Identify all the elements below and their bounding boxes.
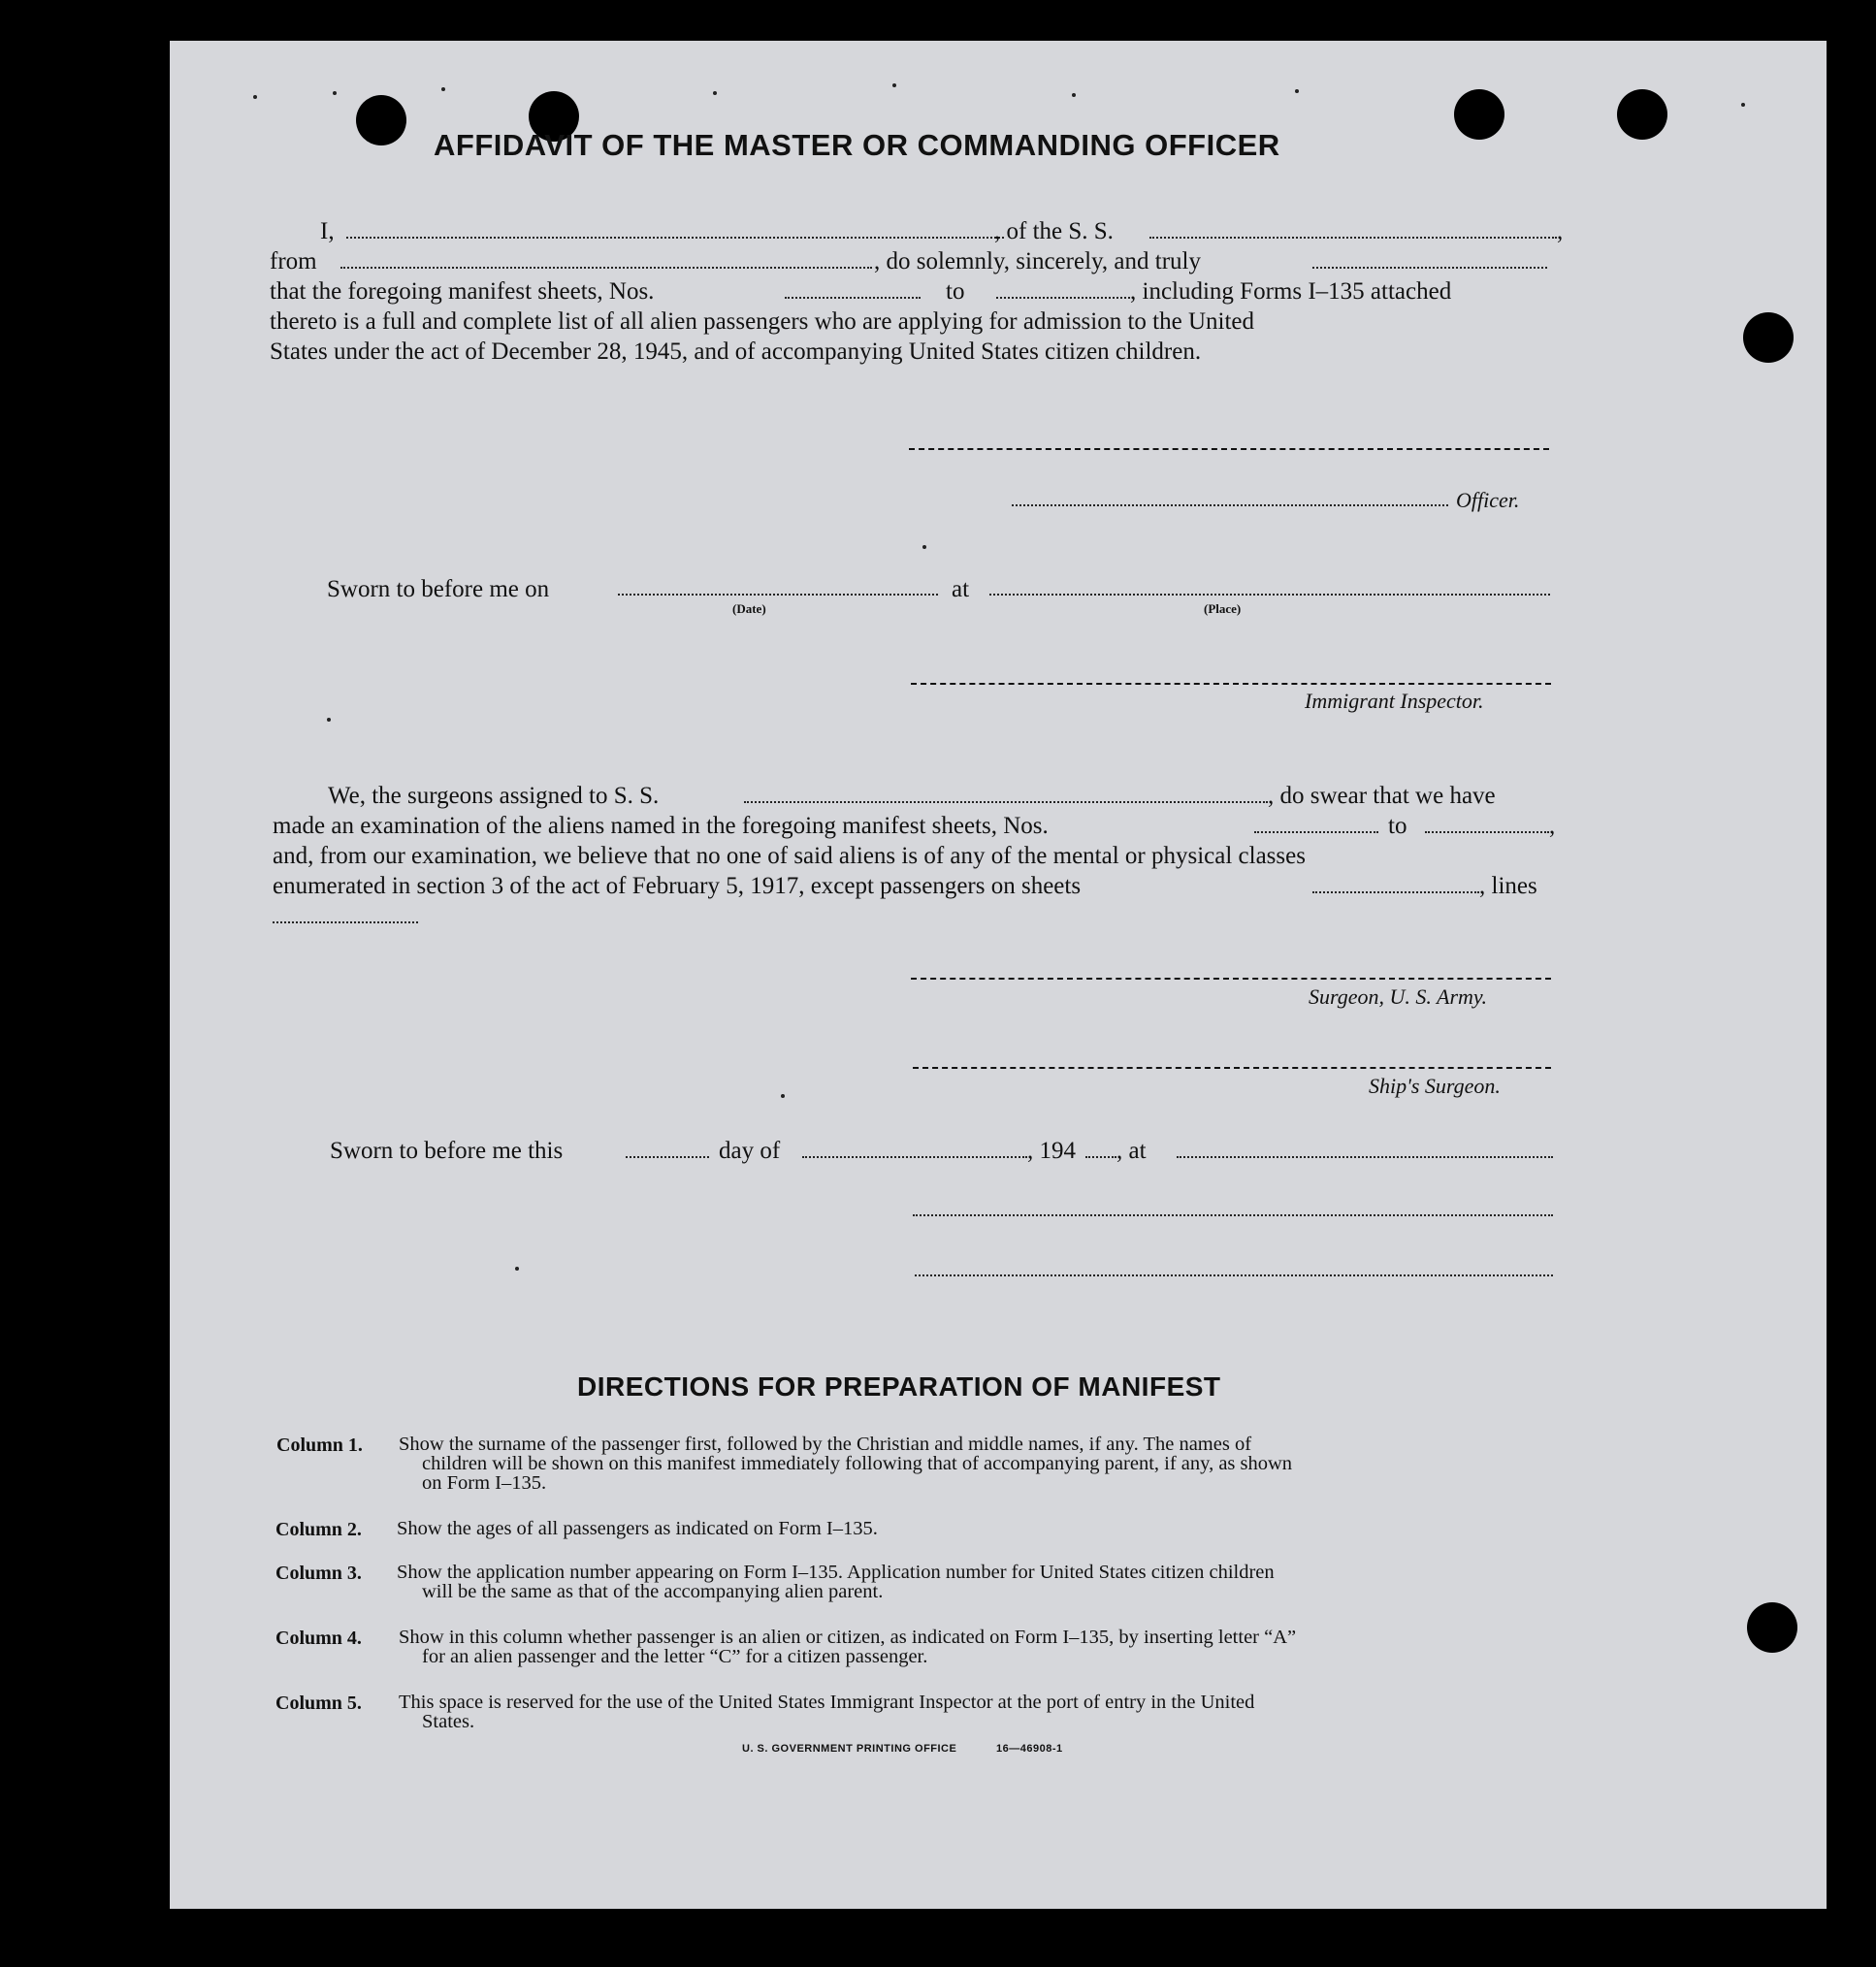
column-1-text: on Form I–135. xyxy=(422,1472,547,1494)
oath-field[interactable] xyxy=(1312,267,1547,269)
sworn-date-field[interactable] xyxy=(618,594,938,596)
surgeons-line4-text: , lines xyxy=(1479,873,1537,899)
army-surgeon-caption: Surgeon, U. S. Army. xyxy=(1309,984,1487,1009)
affidavit-line2-text: from xyxy=(270,248,317,274)
army-surgeon-signature-line[interactable] xyxy=(911,978,1551,980)
day-of-label: day of xyxy=(719,1138,781,1164)
punch-hole xyxy=(1743,312,1794,363)
ship-surgeon-caption: Ship's Surgeon. xyxy=(1369,1074,1501,1098)
speck xyxy=(327,718,331,722)
place-caption: (Place) xyxy=(1204,601,1242,616)
except-lines-field[interactable] xyxy=(273,921,418,923)
column-4-text: Show in this column whether passenger is an alien or citizen, as indicated on Form I–135, by inserting letter “A” xyxy=(399,1627,1297,1648)
column-5-text: States. xyxy=(422,1711,475,1732)
column-1-label: Column 1. xyxy=(276,1435,363,1456)
exam-sheet-to-field[interactable] xyxy=(1425,831,1549,833)
printer-imprint: U. S. GOVERNMENT PRINTING OFFICE xyxy=(742,1743,957,1755)
column-2-label: Column 2. xyxy=(275,1519,362,1540)
affidavit-line1-text: I, xyxy=(320,218,335,244)
speck xyxy=(892,83,896,87)
column-5-text: This space is reserved for the use of the United States Immigrant Inspector at the port of entry in the United xyxy=(399,1692,1255,1713)
officer-name-line[interactable] xyxy=(1012,504,1448,506)
speck xyxy=(515,1267,519,1271)
speck xyxy=(1295,89,1299,93)
year-label: , 194 xyxy=(1027,1138,1076,1164)
sworn-month-field[interactable] xyxy=(802,1156,1027,1158)
affidavit-line1-text: , of the S. S. xyxy=(994,218,1114,244)
sworn-at2-label: , at xyxy=(1116,1138,1147,1164)
column-4-label: Column 4. xyxy=(275,1628,362,1649)
punch-hole xyxy=(1617,89,1667,140)
surgeons-line2-text: to xyxy=(1388,813,1407,839)
speck xyxy=(1741,103,1745,107)
punch-hole xyxy=(356,95,406,145)
speck xyxy=(253,95,257,99)
surgeons-line3-text: and, from our examination, we believe that no one of said aliens is of any of the mental or physical classes xyxy=(273,843,1306,869)
official-title-line[interactable] xyxy=(915,1274,1553,1276)
surgeons-line4-text: enumerated in section 3 of the act of February 5, 1917, except passengers on sheets xyxy=(273,873,1082,899)
form-code: 16—46908-1 xyxy=(996,1743,1063,1755)
sheet-to-field[interactable] xyxy=(996,297,1130,299)
column-3-label: Column 3. xyxy=(275,1563,362,1584)
exam-sheet-from-field[interactable] xyxy=(1254,831,1378,833)
punch-hole xyxy=(1747,1602,1797,1653)
affidavit-line3-text: that the foregoing manifest sheets, Nos. xyxy=(270,278,655,305)
affidavit-line3-text: , including Forms I–135 attached xyxy=(1130,278,1452,305)
sworn-on-label: Sworn to before me on xyxy=(327,576,550,602)
surgeon-ship-field[interactable] xyxy=(744,801,1268,803)
sheet-from-field[interactable] xyxy=(785,297,921,299)
column-1-text: children will be shown on this manifest immediately following that of accompanying parent, if any, as shown xyxy=(422,1453,1293,1474)
sworn-at-label: at xyxy=(952,576,970,602)
column-1-text: Show the surname of the passenger first, followed by the Christian and middle names, if any. The names of xyxy=(399,1434,1252,1455)
speck xyxy=(1072,93,1076,97)
master-name-field[interactable] xyxy=(346,237,1004,239)
column-5-label: Column 5. xyxy=(275,1693,362,1714)
directions-title: DIRECTIONS FOR PREPARATION OF MANIFEST xyxy=(577,1371,1221,1402)
port-from-field[interactable] xyxy=(340,267,872,269)
sworn-day-field[interactable] xyxy=(626,1156,709,1158)
officer-caption: Officer. xyxy=(1456,488,1520,512)
sworn-place-field[interactable] xyxy=(989,594,1550,596)
ship-name-field[interactable] xyxy=(1149,237,1557,239)
sworn-place2-field[interactable] xyxy=(1177,1156,1553,1158)
affidavit-title: AFFIDAVIT OF THE MASTER OR COMMANDING OFFICER xyxy=(434,128,1280,162)
sworn-this-label: Sworn to before me this xyxy=(330,1138,564,1164)
affidavit-line2-text: , do solemnly, sincerely, and truly xyxy=(874,248,1201,274)
except-sheets-field[interactable] xyxy=(1312,891,1479,893)
speck xyxy=(713,91,717,95)
column-3-text: Show the application number appearing on Form I–135. Application number for United States citizen children xyxy=(397,1562,1275,1583)
speck xyxy=(333,91,337,95)
column-3-text: will be the same as that of the accompanying alien parent. xyxy=(422,1581,884,1602)
affidavit-line3-text: to xyxy=(946,278,965,305)
speck xyxy=(922,545,926,549)
column-4-text: for an alien passenger and the letter “C” for a citizen passenger. xyxy=(422,1646,928,1667)
official-signature-line[interactable] xyxy=(913,1214,1553,1216)
surgeons-line1-text: We, the surgeons assigned to S. S. xyxy=(328,783,660,809)
form-page xyxy=(170,41,1827,1909)
inspector-caption: Immigrant Inspector. xyxy=(1305,689,1484,713)
speck xyxy=(441,87,445,91)
column-2-text: Show the ages of all passengers as indicated on Form I–135. xyxy=(397,1518,878,1539)
surgeons-line2-text: , xyxy=(1549,813,1556,839)
affidavit-line4-text: thereto is a full and complete list of all alien passengers who are applying for admission to the United xyxy=(270,308,1255,335)
surgeons-line2-text: made an examination of the aliens named in the foregoing manifest sheets, Nos. xyxy=(273,813,1049,839)
speck xyxy=(781,1094,785,1098)
ship-surgeon-signature-line[interactable] xyxy=(913,1067,1551,1069)
date-caption: (Date) xyxy=(732,601,766,616)
affidavit-line1-text: , xyxy=(1557,218,1564,244)
surgeons-line1-text: , do swear that we have xyxy=(1268,783,1496,809)
sworn-year-field[interactable] xyxy=(1085,1156,1116,1158)
affidavit-line5-text: States under the act of December 28, 1945, and of accompanying United States citizen children. xyxy=(270,339,1202,365)
inspector-signature-line[interactable] xyxy=(911,683,1551,685)
officer-signature-line[interactable] xyxy=(909,448,1549,450)
punch-hole xyxy=(1454,89,1504,140)
